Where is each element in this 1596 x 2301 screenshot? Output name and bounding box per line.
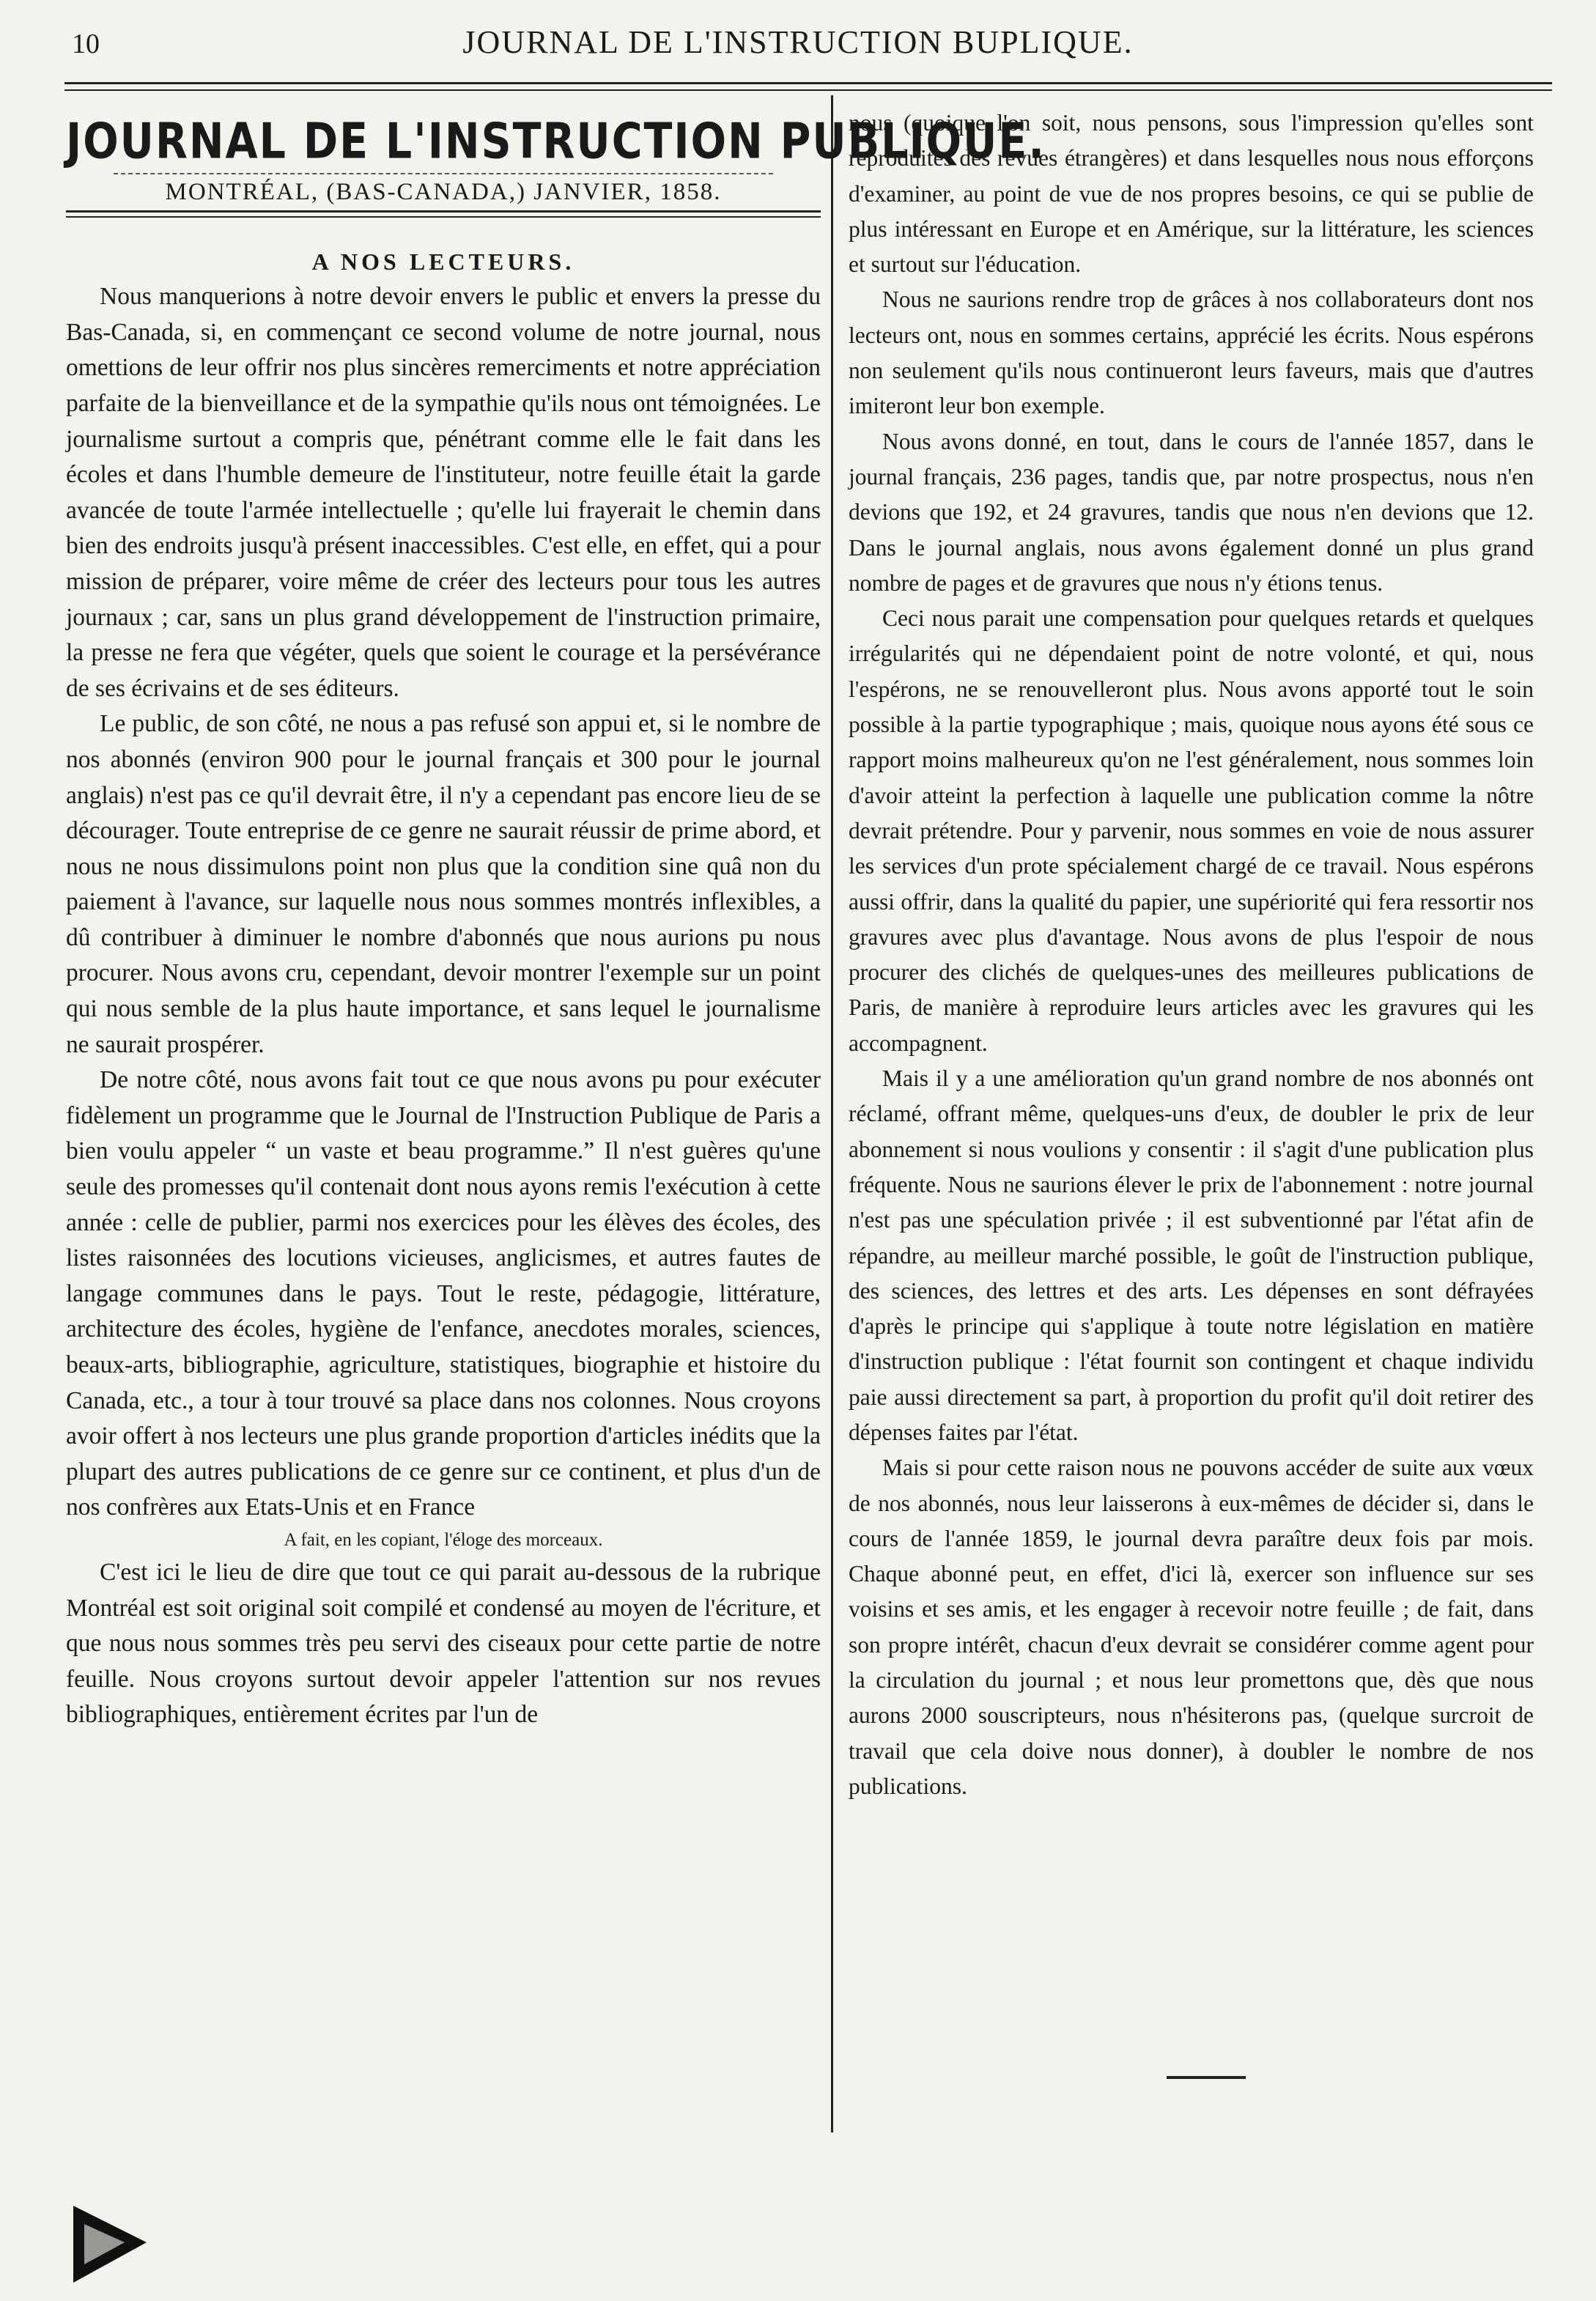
paragraph: Nous manquerions à notre devoir envers le public et envers la presse du Bas-Canada, si, en commençant ce second volume de notre journal, nous omettions de leur offrir nos plus sincères remerciments et notre appréciation parfaite de la bienveillance et de la sympathie qu'ils nous ont témoignées. Le journalisme surtout a compris que, pénétrant comme elle le fait dans les écoles et dans l'humble demeure de l'instituteur, notre feuille était la garde avancée de toute l'armée intellectuelle ; qu'elle lui frayerait le chemin dans bien des endroits jusqu'à présent inaccessibles. C'est elle, en effet, qui a pour mission de préparer, voire même de créer des lecteurs pour tous les autres journaux ; car, sans un plus grand développement de l'instruction primaire, la presse ne fera que végéter, quels que soient le courage et la persévérance de ses écrivains et de ses éditeurs.	[66, 283, 821, 702]
masthead-title: JOURNAL DE L'INSTRUCTION PUBLIQUE.	[66, 113, 1046, 170]
paragraph: Nous avons donné, en tout, dans le cours de l'année 1857, dans le journal français, 236 pages, tandis que, par notre prospectus, nous n'en devions que 192, et 24 gravures, tandis que nous n'en devions que 12. Dans le journal anglais, nous avons également donné un plus grand nombre de pages et de gravures que nous n'y étions tenus.	[849, 428, 1534, 596]
running-title: JOURNAL DE L'INSTRUCTION BUPLIQUE.	[462, 24, 1134, 60]
paragraph: C'est ici le lieu de dire que tout ce qui parait au-dessous de la rubrique Montréal est soit original soit compilé et condensé au moyen de l'écriture, et que nous nous sommes très peu servi des ciseaux pour cette partie de notre feuille. Nous croyons surtout devoir appeler l'attention sur nos revues bibliographiques, entièrement écrites par l'un de	[66, 1558, 821, 1729]
epigraph-quote: A fait, en les copiant, l'éloge des morceaux.	[284, 1529, 603, 1550]
page-corner-mark	[66, 2191, 161, 2294]
header-rule	[64, 82, 1552, 84]
dateline: MONTRÉAL, (BAS-CANADA,) JANVIER, 1858.	[165, 179, 722, 205]
page-number: 10	[72, 29, 100, 59]
header-rule-2	[64, 89, 1552, 91]
paragraph: Nous ne saurions rendre trop de grâces à nos collaborateurs dont nos lecteurs ont, nous en sommes certains, apprécié les écrits. Nous espérons non seulement qu'ils nous continueront leurs faveurs, mais que d'autres imiteront leur bon exemple.	[849, 287, 1534, 419]
end-rule	[1167, 2076, 1246, 2079]
paragraph: Mais il y a une amélioration qu'un grand nombre de nos abonnés ont réclamé, offrant même, quelques-uns d'eux, de doubler le prix de leur abonnement si nous voulions y consentir : il s'agit d'une publication plus fréquente. Nous ne saurions élever le prix de l'abonnement : notre journal n'est pas une spéculation privée ; il est subventionné par l'état afin de répandre, au meilleur marché possible, le goût de l'instruction publique, des sciences, des lettres et des arts. Les dépenses en sont défrayées d'après le principe qui s'applique à toute notre législation en matière d'instruction publique : l'état fournit son contingent et chaque individu paie aussi directement sa part, à proportion du profit qu'il doit retirer des dépenses faites par l'état.	[849, 1065, 1534, 1445]
section-title: A NOS LECTEURS.	[311, 248, 575, 275]
column-divider	[831, 95, 833, 2132]
paragraph: Le public, de son côté, ne nous a pas refusé son appui et, si le nombre de nos abonnés (environ 900 pour le journal français et 300 pour le journal anglais) n'est pas ce qu'il devrait être, il n'y a cependant pas encore lieu de se décourager. Toute entreprise de ce genre ne saurait réussir de prime abord, et nous ne nous dissimulons point non plus que la condition sine quâ non du paiement à l'avance, sur laquelle nous nous sommes montrés inflexibles, a dû contribuer à diminuer le nombre d'abonnés que nous aurions pu nous procurer. Nous avons cru, cependant, devoir montrer l'exemple sur un point qui nous semble de la plus haute importance, et sans lequel le journalisme ne saurait prospérer.	[66, 710, 821, 1058]
paragraph: De notre côté, nous avons fait tout ce que nous avons pu pour exécuter fidèlement un programme que le Journal de l'Instruction Publique de Paris a bien voulu appeler “ un vaste et beau programme.” Il n'est guères qu'une seule des promesses qu'il contenait dont nous ayons remis l'exécution à cette année : celle de publier, parmi nos exercices pour les élèves des écoles, des listes raisonnées des locutions vicieuses, anglicismes, et autres fautes de langage communes dans le pays. Tout le reste, pédagogie, littérature, architecture des écoles, hygiène de l'enfance, anecdotes morales, sciences, beaux-arts, bibliographie, agriculture, statistiques, biographie et histoire du Canada, etc., a tour à tour trouvé sa place dans nos colonnes. Nous croyons avoir offert à nos lecteurs une plus grande proportion d'articles inédits que la plupart des autres publications de ce genre sur ce continent, et plus d'un de nos confrères aux Etats-Unis et en France	[66, 1066, 821, 1521]
paragraph: nous (quoique l'on soit, nous pensons, sous l'impression qu'elles sont reproduites des revues étrangères) et dans lesquelles nous nous efforçons d'examiner, au point de vue de nos propres besoins, ce qui se publie de plus intéressant en Europe et en Amérique, sur la littérature, les sciences et surtout sur l'éducation.	[849, 110, 1534, 278]
right-column	[849, 106, 1534, 1804]
left-column	[66, 103, 1046, 1733]
paragraph: Mais si pour cette raison nous ne pouvons accéder de suite aux vœux de nos abonnés, nous leur laisserons à eux-mêmes de décider si, dans le cours de l'année 1859, le journal devra paraître deux fois par mois. Chaque abonné peut, en effet, d'ici là, exercer son influence sur ses voisins et ses amis, et les engager à recevoir notre feuille ; de fait, dans son propre intérêt, chacun d'eux devrait se considérer comme agent pour la circulation du journal ; et nous leur promettons que, dès que nous aurons 2000 souscripteurs, nous n'hésiterons pas, (quelque surcroit de travail que cela doive nous donner), à doubler le nombre de nos publications.	[849, 1455, 1534, 1799]
double-rule	[66, 210, 821, 218]
paragraph: Ceci nous parait une compensation pour quelques retards et quelques irrégularités qui ne dépendaient point de notre volonté, et qui, nous l'espérons, ne se renouvelleront plus. Nous avons apporté tout le soin possible à la partie typographique ; mais, quoique nous ayons été sous ce rapport moins malheureux qu'on ne l'est généralement, nous sommes loin d'avoir atteint la perfection à laquelle une publication comme la nôtre devrait prétendre. Pour y parvenir, nous sommes en voie de nous assurer les services d'un prote spécialement chargé de ce travail. Nous espérons aussi offrir, dans la qualité du papier, une supériorité qui fera ressortir nos gravures avec plus d'avantage. Nous avons de plus l'espoir de nous procurer des clichés de quelques-unes des meilleures publications de Paris, de manière à reproduire leurs articles avec les gravures qui les accompagnent.	[849, 605, 1534, 1056]
